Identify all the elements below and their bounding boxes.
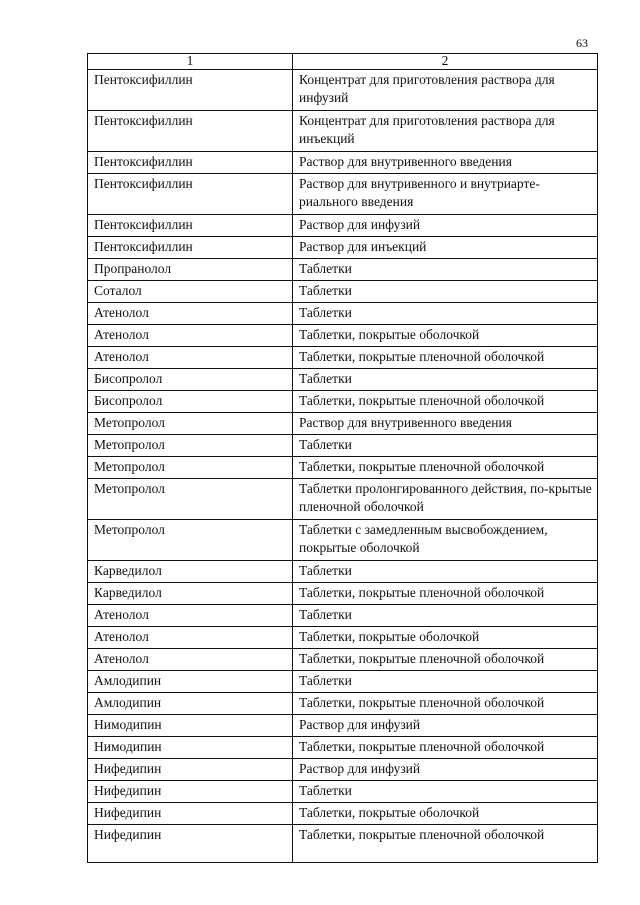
table-row xyxy=(88,671,598,693)
drug-name-cell: Атенолол xyxy=(88,605,293,627)
dosage-form-cell: Таблетки, покрытые оболочкой xyxy=(293,627,598,649)
drug-name-cell: Атенолол xyxy=(88,303,293,325)
drug-name-cell: Нимодипин xyxy=(88,715,293,737)
dosage-form-cell: Таблетки, покрытые оболочкой xyxy=(293,325,598,347)
table-row xyxy=(88,413,598,435)
table-body xyxy=(88,70,598,863)
drug-name-cell: Атенолол xyxy=(88,347,293,369)
dosage-form-cell: Раствор для внутривенного введения xyxy=(293,413,598,435)
column-header-1: 1 xyxy=(88,54,293,70)
table-row xyxy=(88,369,598,391)
table-row xyxy=(88,435,598,457)
dosage-form-cell: Таблетки xyxy=(293,671,598,693)
drug-name-cell: Нифедипин xyxy=(88,781,293,803)
table-row xyxy=(88,70,598,111)
dosage-form-cell: Раствор для внутривенного введения xyxy=(293,152,598,174)
drug-name-cell: Бисопролол xyxy=(88,369,293,391)
drug-name-cell: Пентоксифиллин xyxy=(88,215,293,237)
column-header-2: 2 xyxy=(293,54,598,70)
table-row xyxy=(88,605,598,627)
page-number: 63 xyxy=(576,36,588,50)
table-row xyxy=(88,803,598,825)
drug-form-table xyxy=(87,53,598,863)
drug-name-cell: Соталол xyxy=(88,281,293,303)
drug-name-cell: Карведилол xyxy=(88,561,293,583)
dosage-form-cell: Раствор для инфузий xyxy=(293,715,598,737)
table-row xyxy=(88,281,598,303)
dosage-form-cell: Таблетки, покрытые пленочной оболочкой xyxy=(293,737,598,759)
dosage-form-cell: Таблетки xyxy=(293,259,598,281)
dosage-form-cell: Таблетки, покрытые пленочной оболочкой xyxy=(293,391,598,413)
drug-name-cell: Атенолол xyxy=(88,325,293,347)
dosage-form-cell: Таблетки xyxy=(293,303,598,325)
drug-name-cell: Метопролол xyxy=(88,520,293,561)
dosage-form-cell: Таблетки, покрытые пленочной оболочкой xyxy=(293,825,598,863)
drug-name-cell: Атенолол xyxy=(88,649,293,671)
drug-name-cell: Пентоксифиллин xyxy=(88,111,293,152)
table-row xyxy=(88,457,598,479)
table-row xyxy=(88,391,598,413)
drug-name-cell: Нифедипин xyxy=(88,759,293,781)
drug-name-cell: Метопролол xyxy=(88,479,293,520)
dosage-form-cell: Раствор для инъекций xyxy=(293,237,598,259)
drug-name-cell: Пентоксифиллин xyxy=(88,237,293,259)
drug-name-cell: Амлодипин xyxy=(88,693,293,715)
dosage-form-cell: Таблетки xyxy=(293,605,598,627)
drug-name-cell: Нимодипин xyxy=(88,737,293,759)
dosage-form-cell: Раствор для внутривенного и внутриарте-риального введения xyxy=(293,174,598,215)
table-row xyxy=(88,781,598,803)
dosage-form-cell: Таблетки xyxy=(293,561,598,583)
drug-name-cell: Атенолол xyxy=(88,627,293,649)
dosage-form-cell: Таблетки, покрытые пленочной оболочкой xyxy=(293,649,598,671)
dosage-form-cell: Концентрат для приготовления раствора для инфузий xyxy=(293,70,598,111)
dosage-form-cell: Таблетки, покрытые пленочной оболочкой xyxy=(293,583,598,605)
drug-name-cell: Пентоксифиллин xyxy=(88,174,293,215)
table-row xyxy=(88,347,598,369)
dosage-form-cell: Концентрат для приготовления раствора для инъекций xyxy=(293,111,598,152)
table-row xyxy=(88,325,598,347)
dosage-form-cell: Таблетки, покрытые оболочкой xyxy=(293,803,598,825)
table-row xyxy=(88,174,598,215)
table-row xyxy=(88,583,598,605)
table-row xyxy=(88,215,598,237)
table-row xyxy=(88,111,598,152)
table-row xyxy=(88,259,598,281)
dosage-form-cell: Таблетки с замедленным высвобождением, покрытые оболочкой xyxy=(293,520,598,561)
drug-name-cell: Нифедипин xyxy=(88,825,293,863)
drug-name-cell: Пентоксифиллин xyxy=(88,152,293,174)
dosage-form-cell: Раствор для инфузий xyxy=(293,215,598,237)
table-row xyxy=(88,627,598,649)
drug-name-cell: Карведилол xyxy=(88,583,293,605)
table-row xyxy=(88,303,598,325)
drug-name-cell: Пропранолол xyxy=(88,259,293,281)
drug-name-cell: Пентоксифиллин xyxy=(88,70,293,111)
dosage-form-cell: Таблетки, покрытые пленочной оболочкой xyxy=(293,693,598,715)
table-row xyxy=(88,237,598,259)
table-row xyxy=(88,759,598,781)
table-row xyxy=(88,649,598,671)
table-row xyxy=(88,561,598,583)
drug-name-cell: Метопролол xyxy=(88,457,293,479)
drug-name-cell: Метопролол xyxy=(88,413,293,435)
drug-name-cell: Нифедипин xyxy=(88,803,293,825)
dosage-form-cell: Таблетки xyxy=(293,281,598,303)
table-row xyxy=(88,715,598,737)
drug-name-cell: Бисопролол xyxy=(88,391,293,413)
drug-name-cell: Амлодипин xyxy=(88,671,293,693)
dosage-form-cell: Таблетки xyxy=(293,369,598,391)
dosage-form-cell: Таблетки пролонгированного действия, по-крытые пленочной оболочкой xyxy=(293,479,598,520)
dosage-form-cell: Раствор для инфузий xyxy=(293,759,598,781)
table-header-row xyxy=(88,54,598,70)
table-row xyxy=(88,152,598,174)
drug-name-cell: Метопролол xyxy=(88,435,293,457)
dosage-form-cell: Таблетки xyxy=(293,435,598,457)
table-row xyxy=(88,520,598,561)
table-row xyxy=(88,693,598,715)
dosage-form-cell: Таблетки, покрытые пленочной оболочкой xyxy=(293,457,598,479)
dosage-form-cell: Таблетки, покрытые пленочной оболочкой xyxy=(293,347,598,369)
dosage-form-cell: Таблетки xyxy=(293,781,598,803)
table-row xyxy=(88,825,598,863)
table-row xyxy=(88,479,598,520)
table-row xyxy=(88,737,598,759)
